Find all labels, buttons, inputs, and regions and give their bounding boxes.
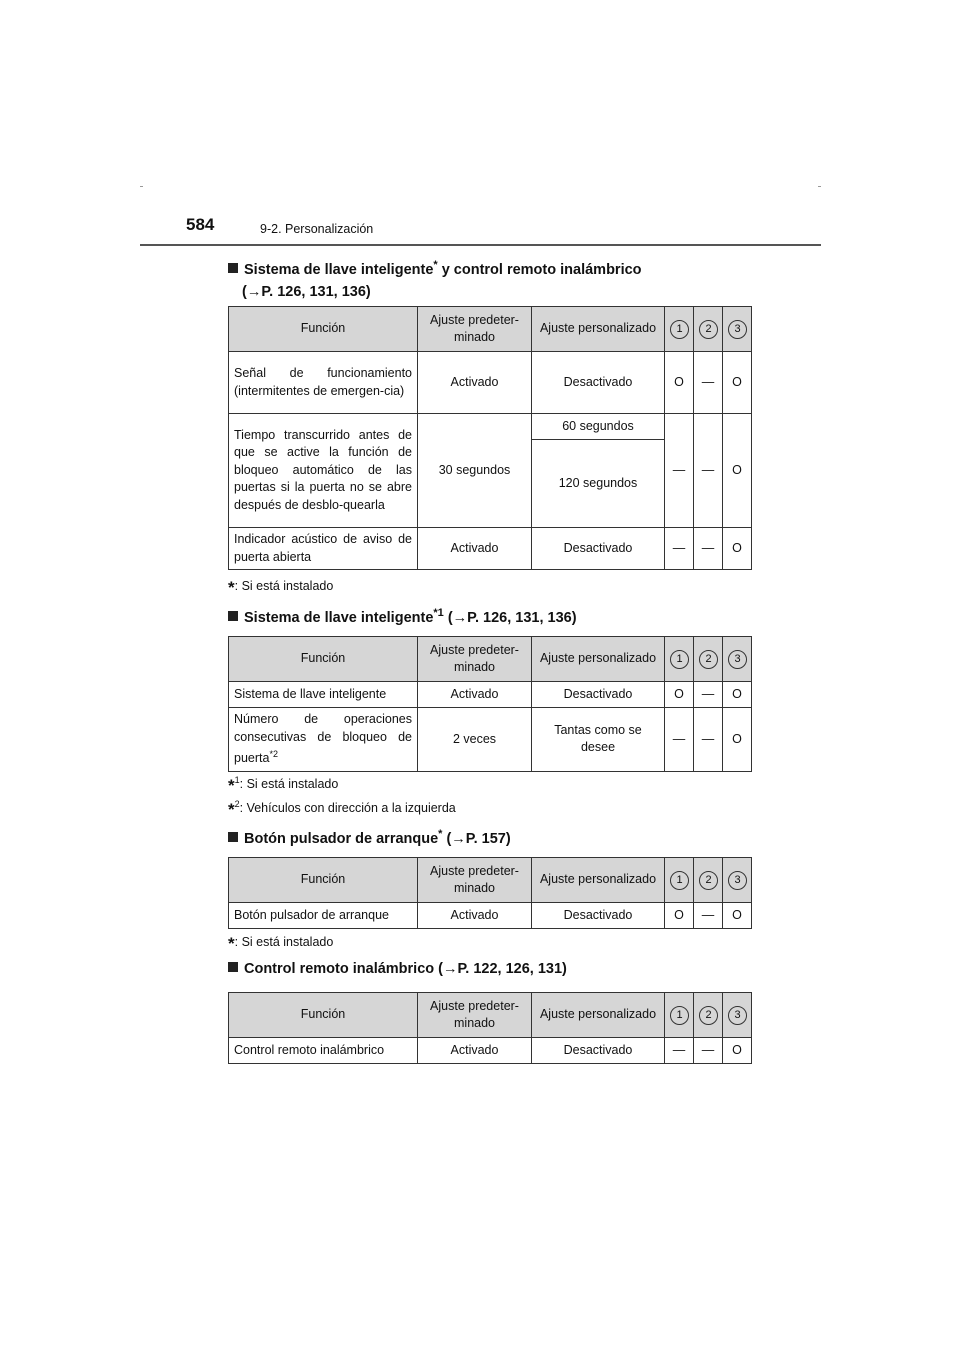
header-rule bbox=[140, 244, 821, 246]
crop-mark-left bbox=[140, 186, 143, 187]
page-number: 584 bbox=[186, 215, 215, 234]
table-header-row bbox=[229, 637, 752, 682]
footnote: *$^2$: Vehículos con dirección a la izquierda bbox=[228, 799, 456, 820]
table-row: 120 segundos bbox=[229, 440, 752, 528]
table-header-row bbox=[229, 993, 752, 1038]
table-row: Tiempo transcurrido antes de que se active la función de bloqueo automático de las puertas si la puerta no se abre después de desblo-quearla 30 segundos 60 segundos — — O bbox=[229, 414, 752, 440]
col-function: Función bbox=[229, 993, 418, 1038]
col-3: 3 bbox=[723, 307, 752, 352]
section-title-smart-key: Sistema de llave inteligente$^{*1}$ (→P. 126, 131, 136) bbox=[228, 602, 577, 629]
settings-table-3 bbox=[228, 857, 752, 929]
col-2: 2 bbox=[694, 993, 723, 1038]
col-2: 2 bbox=[694, 637, 723, 682]
col-custom: Ajuste personalizado bbox=[532, 858, 665, 903]
table-row: Número de operaciones consecutivas de bloqueo de puerta$^{*2}$ 2 veces Tantas como se desee — — O bbox=[229, 708, 752, 772]
footnote: *: Si está instalado bbox=[228, 578, 334, 597]
footnote: *: Si está instalado bbox=[228, 934, 334, 953]
col-1: 1 bbox=[665, 307, 694, 352]
table-row: Botón pulsador de arranque Activado Desactivado O — O bbox=[229, 903, 752, 929]
settings-table-1 bbox=[228, 306, 752, 570]
col-1: 1 bbox=[665, 637, 694, 682]
footnote: *$^1$: Si está instalado bbox=[228, 775, 339, 796]
table-row: Sistema de llave inteligente Activado Desactivado O — O bbox=[229, 682, 752, 708]
col-1: 1 bbox=[665, 993, 694, 1038]
square-bullet-icon bbox=[228, 263, 238, 273]
col-2: 2 bbox=[694, 307, 723, 352]
col-default: Ajuste predeter-minado bbox=[418, 307, 532, 352]
col-3: 3 bbox=[723, 858, 752, 903]
col-3: 3 bbox=[723, 637, 752, 682]
settings-table-2 bbox=[228, 636, 752, 772]
settings-table-4 bbox=[228, 992, 752, 1064]
col-function: Función bbox=[229, 858, 418, 903]
table-row: Señal de funcionamiento (intermitentes de emergen-cia) Activado Desactivado O — O bbox=[229, 352, 752, 414]
crop-mark-right bbox=[818, 186, 821, 187]
col-custom: Ajuste personalizado bbox=[532, 993, 665, 1038]
square-bullet-icon bbox=[228, 962, 238, 972]
col-function: Función bbox=[229, 307, 418, 352]
col-2: 2 bbox=[694, 858, 723, 903]
col-default: Ajuste predeter-minado bbox=[418, 993, 532, 1038]
col-default: Ajuste predeter-minado bbox=[418, 637, 532, 682]
table-header-row bbox=[229, 307, 752, 352]
col-custom: Ajuste personalizado bbox=[532, 637, 665, 682]
col-function: Función bbox=[229, 637, 418, 682]
col-3: 3 bbox=[723, 993, 752, 1038]
section-title-push-start: Botón pulsador de arranque* (→P. 157) bbox=[228, 823, 511, 850]
col-custom: Ajuste personalizado bbox=[532, 307, 665, 352]
table-row: Indicador acústico de aviso de puerta abierta Activado Desactivado — — O bbox=[229, 528, 752, 570]
running-header: 9-2. Personalización bbox=[260, 222, 374, 236]
square-bullet-icon bbox=[228, 611, 238, 621]
col-1: 1 bbox=[665, 858, 694, 903]
col-default: Ajuste predeter-minado bbox=[418, 858, 532, 903]
table-header-row bbox=[229, 858, 752, 903]
square-bullet-icon bbox=[228, 832, 238, 842]
section-title-smart-key-remote: Sistema de llave inteligente* y control remoto inalámbrico (→P. 126, 131, 136) bbox=[228, 254, 642, 303]
section-title-wireless-remote: Control remoto inalámbrico (→P. 122, 126, 131) bbox=[228, 958, 567, 980]
table-row: Control remoto inalámbrico Activado Desactivado — — O bbox=[229, 1038, 752, 1064]
